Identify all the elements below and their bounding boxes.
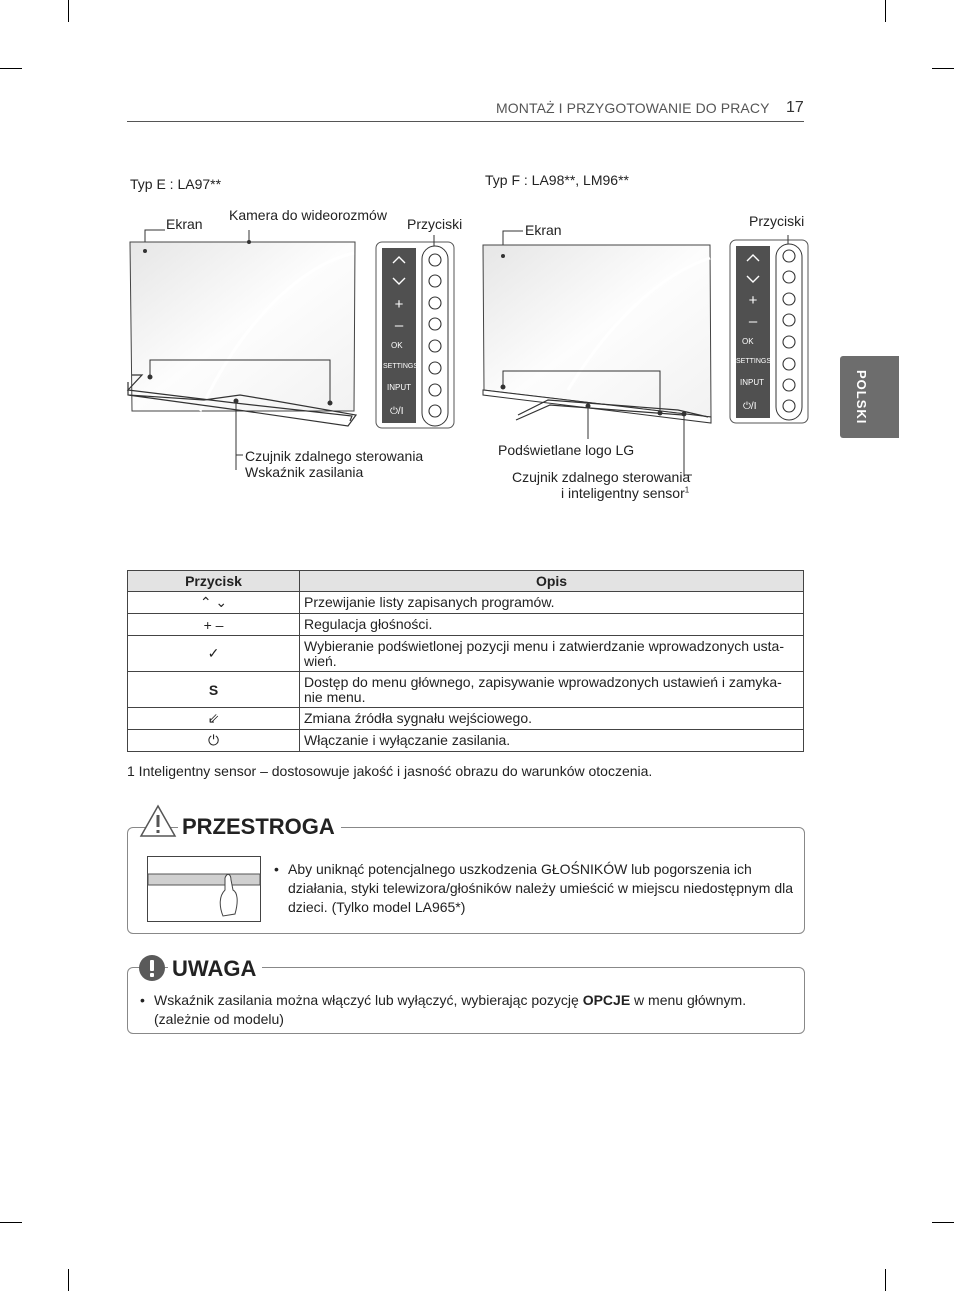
table-header-row (128, 571, 804, 592)
fig-f-remote-sensor-label: Czujnik zdalnego sterowania (512, 469, 691, 485)
crop-mark (0, 68, 22, 69)
button-symbol-cell: S (128, 672, 300, 708)
table-row (128, 614, 804, 636)
fig-f-smart-sensor-label: i inteligentny sensor$^1$ (561, 485, 690, 501)
crop-mark (885, 1269, 886, 1291)
fig-f-panel-power: ⏻/I (743, 401, 757, 412)
caution-text: Aby uniknąć potencjalnego uszkodzenia GŁOŚNIKÓW lub pogorszenia ich działania, styki telewizora/głośników należy umieścić w miejscu niedostępnym dla dzieci. (Tylko model LA965*) (288, 861, 793, 915)
tv-type-e-illustration (120, 225, 465, 470)
caution-bullet: • Aby uniknąć potencjalnego uszkodzenia GŁOŚNIKÓW lub pogorszenia ich działania, styki telewizora/głośników należy umieścić w miejscu niedostępnym dla dzieci. (Tylko model LA965*) (274, 861, 793, 915)
fig-e-type-label: Typ E : LA97** (130, 176, 222, 192)
table-row (128, 672, 804, 708)
svg-text:–: – (748, 313, 758, 330)
fig-e-panel-input: INPUT (387, 383, 411, 392)
description-cell: Włączanie i wyłączanie zasilania. (300, 730, 804, 752)
fig-f-screen-label: Ekran (525, 222, 562, 238)
note-bullet: • Wskaźnik zasilania można włączyć lub wyłączyć, wybierając pozycję OPCJE w menu głównym. (zależnie od modelu) (140, 991, 790, 1029)
fig-f-logo-label: Podświetlane logo LG (498, 442, 635, 458)
caution-title: PRZESTROGA (178, 814, 341, 840)
table-header: Przycisk (128, 571, 300, 592)
svg-text:+: + (394, 296, 404, 313)
fig-f-type-label: Typ F : LA98**, LM96** (485, 172, 629, 188)
svg-text:–: – (394, 317, 404, 334)
description-cell: Regulacja głośności. (300, 614, 804, 636)
fig-e-screen-label: Ekran (166, 216, 203, 232)
button-symbol-cell: + – (128, 614, 300, 636)
warning-triangle-icon (139, 804, 177, 838)
fig-e-panel-power: ⏻/I (390, 406, 404, 417)
fig-e-remote-sensor-label: Czujnik zdalnego sterowania (245, 448, 424, 464)
speaker-terminal-illustration (147, 856, 261, 922)
crop-mark (68, 0, 69, 22)
exclamation-icon (138, 954, 166, 982)
svg-text:+: + (748, 292, 758, 309)
button-symbol-cell: ✓ (128, 636, 300, 672)
crop-mark (885, 0, 886, 22)
fig-e-buttons-label: Przyciski (407, 216, 463, 232)
table-row (128, 708, 804, 730)
header-rule (127, 121, 804, 122)
table-header: Opis (300, 571, 804, 592)
fig-f-panel-input: INPUT (740, 378, 764, 387)
button-symbol-cell: ⇙ (128, 708, 300, 730)
table-row (128, 730, 804, 752)
fig-e-panel-ok: OK (391, 341, 403, 350)
fig-f-panel-ok: OK (742, 337, 754, 346)
buttons-table (127, 570, 804, 752)
table-row (128, 636, 804, 672)
fig-e-camera-label: Kamera do wideorozmów (229, 207, 387, 223)
language-tab: POLSKI (840, 356, 899, 438)
footnote: 1 Inteligentny sensor – dostosowuje jakość i jasność obrazu do warunków otoczenia. (127, 763, 653, 779)
note-text: Wskaźnik zasilania można włączyć lub wyłączyć, wybierając pozycję OPCJE w menu głównym. (zależnie od modelu) (154, 992, 747, 1027)
crop-mark (932, 1222, 954, 1223)
crop-mark (68, 1269, 69, 1291)
note-title: UWAGA (168, 956, 262, 982)
section-title: MONTAŻ I PRZYGOTOWANIE DO PRACY (496, 100, 770, 116)
button-symbol-cell: ⏻ (128, 730, 300, 752)
description-cell: Zmiana źródła sygnału wejściowego. (300, 708, 804, 730)
crop-mark (932, 68, 954, 69)
description-cell: Przewijanie listy zapisanych programów. (300, 592, 804, 614)
fig-e-power-indicator-label: Wskaźnik zasilania (245, 464, 364, 480)
page-number: 17 (786, 99, 804, 116)
crop-mark (0, 1222, 22, 1223)
button-symbol-cell: ⌃ ⌄ (128, 592, 300, 614)
fig-e-panel-settings: SETTINGS (383, 363, 419, 370)
fig-f-buttons-label: Przyciski (749, 213, 805, 229)
description-cell: Dostęp do menu głównego, zapisywanie wprowadzonych ustawień i zamyka-nie menu. (300, 672, 804, 708)
table-row (128, 592, 804, 614)
description-cell: Wybieranie podświetlonej pozycji menu i zatwierdzanie wprowadzonych usta-wień. (300, 636, 804, 672)
fig-f-panel-settings: SETTINGS (736, 358, 772, 365)
